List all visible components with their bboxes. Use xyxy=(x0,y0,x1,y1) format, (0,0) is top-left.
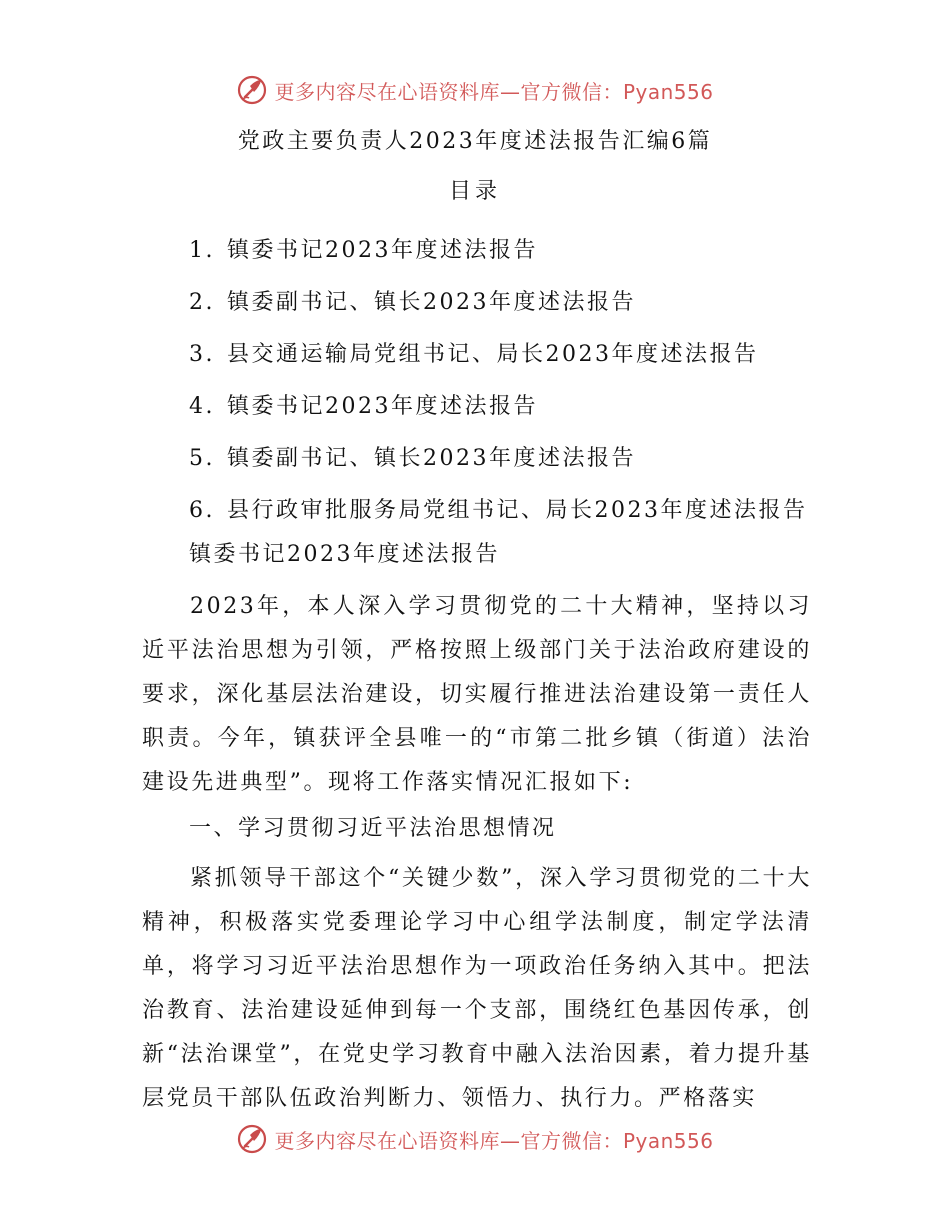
watermark-text: 更多内容尽在心语资料库—官方微信：Pyan556 xyxy=(274,1128,714,1153)
toc-heading: 目录 xyxy=(448,179,501,204)
toc-item: 4. 镇委书记2023年度述法报告 xyxy=(189,394,538,419)
watermark-group xyxy=(236,74,713,106)
red-quill-logo-icon xyxy=(236,1123,268,1155)
toc-item: 2. 镇委副书记、镇长2023年度述法报告 xyxy=(189,290,636,315)
watermark-group xyxy=(236,1123,713,1155)
toc-item: 5. 镇委副书记、镇长2023年度述法报告 xyxy=(189,446,636,471)
toc-item: 6. 县行政审批服务局党组书记、局长2023年度述法报告 xyxy=(189,498,808,523)
body-paragraph: 紧抓领导干部这个“关键少数”，深入学习贯彻党的二十大精神，积极落实党委理论学习中心组学法制度，制定学法清单，将学习习近平法治思想作为一项政治任务纳入其中。把法治教育、法治建设延伸到每一个支部，围绕红色基因传承，创新“法治课堂”，在党史学习教育中融入法治因素，着力提升基层党员干部队伍政治判断力、领悟力、执行力。严格落实 xyxy=(142,866,812,1111)
watermark-footer xyxy=(0,1119,950,1159)
body-paragraph: 2023年，本人深入学习贯彻党的二十大精神，坚持以习近平法治思想为引领，严格按照上级部门关于法治政府建设的要求，深化基层法治建设，切实履行推进法治建设第一责任人职责。今年，镇获评全县唯一的“市第二批乡镇（街道）法治建设先进典型”。现将工作落实情况汇报如下: xyxy=(142,594,812,795)
sub-heading: 一、学习贯彻习近平法治思想情况 xyxy=(189,816,557,841)
toc-item: 3. 县交通运输局党组书记、局长2023年度述法报告 xyxy=(189,342,759,367)
watermark-header xyxy=(0,70,950,110)
red-quill-logo-icon xyxy=(236,74,268,106)
document-title: 党政主要负责人2023年度述法报告汇编6篇 xyxy=(237,129,713,154)
watermark-text: 更多内容尽在心语资料库—官方微信：Pyan556 xyxy=(274,79,714,104)
toc-item: 1. 镇委书记2023年度述法报告 xyxy=(189,238,538,263)
table-of-contents xyxy=(189,225,808,537)
section-title: 镇委书记2023年度述法报告 xyxy=(189,542,500,567)
